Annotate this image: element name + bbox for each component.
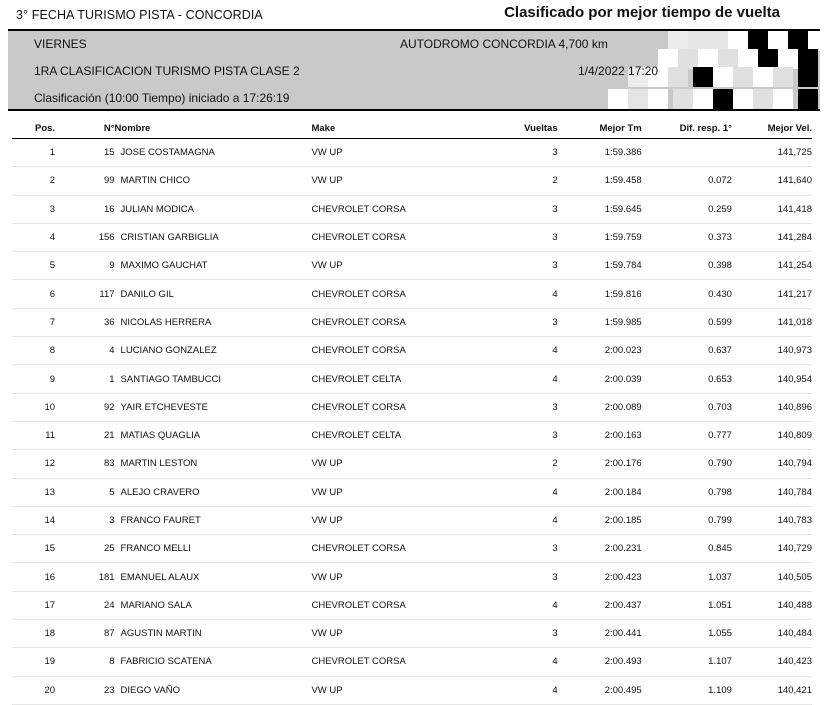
table-row [12,421,812,449]
best-speed-cell: 140,973 [732,337,812,365]
position-cell: 13 [12,478,55,506]
position-cell: 18 [12,620,55,648]
position-cell: 19 [12,648,55,676]
laps-cell: 3 [512,252,557,280]
band-divider [8,109,820,111]
best-time-cell: 1:59.985 [558,308,642,336]
driver-name-cell: FRANCO MELLI [115,535,312,563]
table-header-row [12,118,812,139]
table-row [12,252,812,280]
gap-cell: 0.790 [642,450,732,478]
laps-cell: 3 [512,563,557,591]
gap-cell: 1.051 [642,591,732,619]
driver-name-cell: DANILO GIL [115,280,312,308]
car-number-cell: 1 [55,365,114,393]
position-cell: 11 [12,421,55,449]
laps-cell: 3 [512,421,557,449]
laps-cell: 4 [512,337,557,365]
table-row [12,337,812,365]
position-cell: 1 [12,139,55,167]
laps-cell: 4 [512,676,557,704]
make-cell: VW UP [311,676,512,704]
laps-cell: 2 [512,167,557,195]
laps-cell: 3 [512,308,557,336]
driver-name-cell: LUCIANO GONZALEZ [115,337,312,365]
column-header-number: N° [55,118,114,139]
make-cell: CHEVROLET CORSA [311,308,512,336]
driver-name-cell: MARTIN CHICO [115,167,312,195]
venue-label: AUTODROMO CONCORDIA 4,700 km [400,37,608,51]
gap-cell: 0.259 [642,195,732,223]
best-time-cell: 2:00.163 [558,421,642,449]
driver-name-cell: FRANCO FAURET [115,506,312,534]
table-row [12,676,812,704]
gap-cell: 0.599 [642,308,732,336]
gap-cell: 0.703 [642,393,732,421]
column-header-best-speed: Mejor Vel. [732,118,812,139]
gap-cell: 0.798 [642,478,732,506]
table-row [12,591,812,619]
table-row [12,393,812,421]
gap-cell: 0.845 [642,535,732,563]
laps-cell: 3 [512,223,557,251]
car-number-cell: 24 [55,591,114,619]
make-cell: VW UP [311,252,512,280]
driver-name-cell: AGUSTIN MARTIN [115,620,312,648]
table-row [12,365,812,393]
driver-name-cell: CRISTIAN GARBIGLIA [115,223,312,251]
best-time-cell: 2:00.441 [558,620,642,648]
car-number-cell: 83 [55,450,114,478]
best-time-cell: 1:59.816 [558,280,642,308]
results-table [12,118,812,705]
report-title: Clasificado por mejor tiempo de vuelta [504,4,780,21]
make-cell: VW UP [311,620,512,648]
table-row [12,223,812,251]
gap-cell: 0.398 [642,252,732,280]
table-row [12,506,812,534]
best-speed-cell: 140,729 [732,535,812,563]
driver-name-cell: MARIANO SALA [115,591,312,619]
laps-cell: 4 [512,591,557,619]
driver-name-cell: MARTIN LESTON [115,450,312,478]
best-time-cell: 2:00.437 [558,591,642,619]
gap-cell: 1.109 [642,676,732,704]
position-cell: 7 [12,308,55,336]
car-number-cell: 36 [55,308,114,336]
best-time-cell: 2:00.493 [558,648,642,676]
laps-cell: 4 [512,478,557,506]
laps-cell: 4 [512,506,557,534]
make-cell: VW UP [311,478,512,506]
make-cell: CHEVROLET CORSA [311,223,512,251]
gap-cell: 0.653 [642,365,732,393]
best-speed-cell: 140,783 [732,506,812,534]
table-row [12,167,812,195]
gap-cell: 0.373 [642,223,732,251]
car-number-cell: 16 [55,195,114,223]
make-cell: CHEVROLET CORSA [311,195,512,223]
session-info-band [8,31,820,109]
best-speed-cell: 140,488 [732,591,812,619]
best-speed-cell: 141,725 [732,139,812,167]
gap-cell: 1.037 [642,563,732,591]
best-speed-cell: 141,418 [732,195,812,223]
best-time-cell: 1:59.458 [558,167,642,195]
gap-cell: 1.107 [642,648,732,676]
car-number-cell: 25 [55,535,114,563]
make-cell: CHEVROLET CORSA [311,591,512,619]
car-number-cell: 181 [55,563,114,591]
table-row [12,195,812,223]
best-time-cell: 2:00.423 [558,563,642,591]
position-cell: 2 [12,167,55,195]
driver-name-cell: DIEGO VAÑO [115,676,312,704]
laps-cell: 3 [512,139,557,167]
gap-cell: 0.430 [642,280,732,308]
table-row [12,478,812,506]
car-number-cell: 8 [55,648,114,676]
car-number-cell: 4 [55,337,114,365]
best-time-cell: 2:00.185 [558,506,642,534]
position-cell: 3 [12,195,55,223]
best-time-cell: 2:00.495 [558,676,642,704]
best-speed-cell: 141,217 [732,280,812,308]
table-row [12,563,812,591]
make-cell: CHEVROLET CORSA [311,648,512,676]
laps-cell: 4 [512,648,557,676]
best-speed-cell: 140,421 [732,676,812,704]
make-cell: VW UP [311,139,512,167]
column-header-laps: Vueltas [512,118,557,139]
position-cell: 12 [12,450,55,478]
position-cell: 6 [12,280,55,308]
laps-cell: 2 [512,450,557,478]
make-cell: VW UP [311,450,512,478]
laps-cell: 3 [512,195,557,223]
car-number-cell: 21 [55,421,114,449]
laps-cell: 4 [512,365,557,393]
laps-cell: 3 [512,393,557,421]
car-number-cell: 3 [55,506,114,534]
column-header-best-time: Mejor Tm [558,118,642,139]
laps-cell: 3 [512,535,557,563]
laps-cell: 3 [512,620,557,648]
driver-name-cell: SANTIAGO TAMBUCCI [115,365,312,393]
session-name: 1RA CLASIFICACION TURISMO PISTA CLASE 2 [34,64,300,78]
car-number-cell: 99 [55,167,114,195]
table-row [12,535,812,563]
best-speed-cell: 140,423 [732,648,812,676]
driver-name-cell: NICOLAS HERRERA [115,308,312,336]
position-cell: 15 [12,535,55,563]
best-time-cell: 1:59.386 [558,139,642,167]
best-speed-cell: 140,794 [732,450,812,478]
best-time-cell: 2:00.176 [558,450,642,478]
table-row [12,620,812,648]
table-row [12,280,812,308]
gap-cell: 0.799 [642,506,732,534]
best-time-cell: 1:59.759 [558,223,642,251]
best-time-cell: 2:00.231 [558,535,642,563]
driver-name-cell: JULIAN MODICA [115,195,312,223]
car-number-cell: 87 [55,620,114,648]
make-cell: VW UP [311,167,512,195]
column-header-make: Make [311,118,512,139]
best-speed-cell: 140,484 [732,620,812,648]
best-time-cell: 2:00.184 [558,478,642,506]
best-speed-cell: 141,018 [732,308,812,336]
best-speed-cell: 140,784 [732,478,812,506]
gap-cell [642,139,732,167]
position-cell: 5 [12,252,55,280]
driver-name-cell: JOSE COSTAMAGNA [115,139,312,167]
position-cell: 10 [12,393,55,421]
column-header-pos: Pos. [12,118,55,139]
make-cell: CHEVROLET CORSA [311,280,512,308]
gap-cell: 0.072 [642,167,732,195]
make-cell: CHEVROLET CORSA [311,535,512,563]
driver-name-cell: FABRICIO SCATENA [115,648,312,676]
best-speed-cell: 140,896 [732,393,812,421]
make-cell: CHEVROLET CELTA [311,421,512,449]
driver-name-cell: EMANUEL ALAUX [115,563,312,591]
best-time-cell: 2:00.039 [558,365,642,393]
classification-info: Clasificación (10:00 Tiempo) iniciado a 17:26:19 [34,91,290,105]
car-number-cell: 23 [55,676,114,704]
table-row [12,648,812,676]
position-cell: 16 [12,563,55,591]
car-number-cell: 15 [55,139,114,167]
best-speed-cell: 141,284 [732,223,812,251]
car-number-cell: 92 [55,393,114,421]
driver-name-cell: MAXIMO GAUCHAT [115,252,312,280]
car-number-cell: 9 [55,252,114,280]
best-speed-cell: 140,809 [732,421,812,449]
column-header-name: Nombre [115,118,312,139]
best-speed-cell: 141,254 [732,252,812,280]
driver-name-cell: MATIAS QUAGLIA [115,421,312,449]
position-cell: 20 [12,676,55,704]
session-datetime: 1/4/2022 17:20 [578,64,659,78]
car-number-cell: 117 [55,280,114,308]
best-time-cell: 1:59.645 [558,195,642,223]
laps-cell: 4 [512,280,557,308]
gap-cell: 0.637 [642,337,732,365]
position-cell: 4 [12,223,55,251]
table-row [12,450,812,478]
table-row [12,139,812,167]
event-title: 3° FECHA TURISMO PISTA - CONCORDIA [16,8,263,22]
best-time-cell: 2:00.023 [558,337,642,365]
best-speed-cell: 141,640 [732,167,812,195]
position-cell: 9 [12,365,55,393]
make-cell: CHEVROLET CORSA [311,393,512,421]
car-number-cell: 5 [55,478,114,506]
make-cell: VW UP [311,506,512,534]
best-time-cell: 2:00.089 [558,393,642,421]
table-row [12,308,812,336]
best-speed-cell: 140,954 [732,365,812,393]
position-cell: 14 [12,506,55,534]
session-day: VIERNES [34,37,87,51]
column-header-gap: Dif. resp. 1° [642,118,732,139]
make-cell: CHEVROLET CORSA [311,337,512,365]
position-cell: 17 [12,591,55,619]
car-number-cell: 156 [55,223,114,251]
gap-cell: 1.055 [642,620,732,648]
best-time-cell: 1:59.784 [558,252,642,280]
position-cell: 8 [12,337,55,365]
driver-name-cell: YAIR ETCHEVESTE [115,393,312,421]
best-speed-cell: 140,505 [732,563,812,591]
make-cell: VW UP [311,563,512,591]
driver-name-cell: ALEJO CRAVERO [115,478,312,506]
make-cell: CHEVROLET CELTA [311,365,512,393]
gap-cell: 0.777 [642,421,732,449]
